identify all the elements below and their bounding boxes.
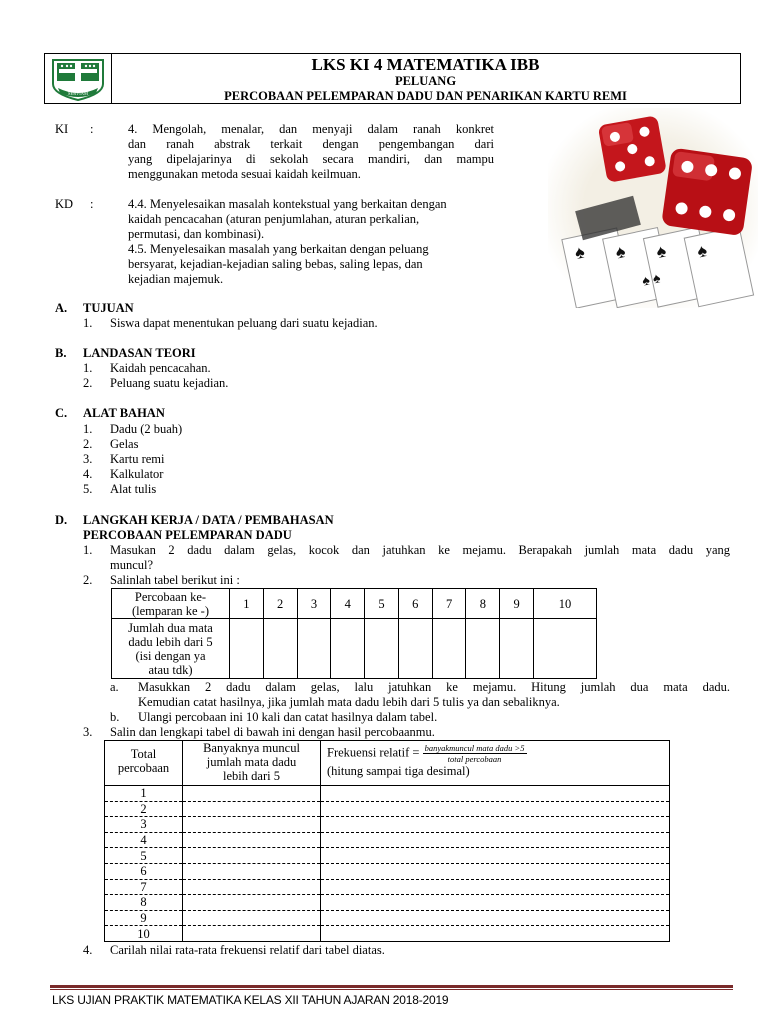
ki-line-1: 4. Mengolah, menalar, dan menyaji dalam ranah konkret: [128, 122, 494, 136]
svg-text:♠: ♠: [654, 240, 668, 263]
empty-cell[interactable]: [230, 619, 264, 679]
empty-cell[interactable]: [331, 619, 365, 679]
step-3-text: Salin dan lengkapi tabel di bawah ini dengan hasil percobaanmu.: [110, 725, 435, 739]
sub-step-b-text: Ulangi percobaan ini 10 kali dan catat hasilnya dalam tabel.: [138, 710, 438, 724]
count-header: Banyaknya muncul jumlah mata dadu lebih dari 5: [183, 741, 321, 786]
list-item: Alat tulis: [110, 482, 157, 496]
list-item-number: 1.: [83, 316, 93, 330]
row-number: 4: [105, 832, 183, 848]
trial-column-header: 10: [534, 589, 597, 619]
empty-cell[interactable]: [398, 619, 432, 679]
empty-cell[interactable]: [321, 863, 670, 879]
empty-cell[interactable]: [500, 619, 534, 679]
svg-text:♠: ♠: [695, 239, 709, 262]
section-c-letter: C.: [55, 406, 68, 420]
trial-column-header: 1: [230, 589, 264, 619]
section-d-letter: D.: [55, 513, 68, 527]
page-title: LKS KI 4 MATEMATIKA IBB: [311, 55, 540, 74]
formula-numerator: banyakmuncul mata dadu >5: [424, 743, 525, 753]
kd-line-5: bersyarat, kejadian-kejadian saling bebas, saling lepas, dan: [128, 257, 423, 271]
row-number: 10: [105, 926, 183, 942]
empty-cell[interactable]: [321, 848, 670, 864]
trial-column-header: 4: [331, 589, 365, 619]
svg-text:♠: ♠: [613, 240, 628, 263]
logo-motto: SERVIAM: [68, 91, 88, 96]
footer-divider-thin: [50, 989, 733, 990]
empty-cell[interactable]: [534, 619, 597, 679]
school-logo-cell: [45, 54, 112, 103]
row-number: 1: [105, 786, 183, 802]
list-item-number: 1.: [83, 422, 93, 436]
empty-cell[interactable]: [321, 817, 670, 833]
kd-line-2: kaidah pencacahan (aturan penjumlahan, aturan perkalian,: [128, 212, 420, 226]
empty-cell[interactable]: [183, 801, 321, 817]
kd-line-4: 4.5. Menyelesaikan masalah yang berkaitan dengan peluang: [128, 242, 429, 256]
sub-step-a-text: Masukkan 2 dadu dalam gelas, lalu jatuhkan ke mejamu. Hitung jumlah dua mata dadu.: [138, 680, 730, 694]
empty-cell[interactable]: [183, 879, 321, 895]
step-number: 1.: [83, 543, 93, 557]
trial-column-header: 9: [500, 589, 534, 619]
page-subtitle-topic: PERCOBAAN PELEMPARAN DADU DAN PENARIKAN KARTU REMI: [224, 89, 627, 103]
section-a-letter: A.: [55, 301, 68, 315]
ki-line-3: yang dipelajarinya di sekolah secara mandiri, dan mampu: [128, 152, 494, 166]
step-2-text: Salinlah tabel berikut ini :: [110, 573, 240, 587]
trial-column-header: 3: [297, 589, 331, 619]
row-number: 5: [105, 848, 183, 864]
step-4-text: Carilah nilai rata-rata frekuensi relatif dari tabel diatas.: [110, 943, 385, 957]
footer-divider: [50, 985, 733, 988]
trial-table-header: Percobaan ke- (lemparan ke -): [112, 589, 230, 619]
sum-row-header: Jumlah dua mata dadu lebih dari 5 (isi dengan ya atau tdk): [112, 619, 230, 679]
trial-table: [111, 588, 597, 679]
empty-cell[interactable]: [321, 910, 670, 926]
list-item-number: 2.: [83, 437, 93, 451]
empty-cell[interactable]: [365, 619, 399, 679]
trial-column-header: 6: [398, 589, 432, 619]
row-number: 2: [105, 801, 183, 817]
empty-cell[interactable]: [183, 863, 321, 879]
empty-cell[interactable]: [183, 895, 321, 911]
row-number: 6: [105, 863, 183, 879]
ki-label: KI: [55, 122, 69, 136]
list-item: Peluang suatu kejadian.: [110, 376, 229, 390]
list-item-number: 1.: [83, 361, 93, 375]
empty-cell[interactable]: [432, 619, 466, 679]
page-subtitle: PELUANG: [394, 74, 457, 88]
trial-column-header: 7: [432, 589, 466, 619]
empty-cell[interactable]: [183, 926, 321, 942]
frequency-table: [104, 740, 670, 942]
dice-and-cards-image: [548, 108, 758, 308]
empty-cell[interactable]: [321, 801, 670, 817]
empty-cell[interactable]: [297, 619, 331, 679]
ki-line-2: dan ranah abstrak terkait dengan pengembangan dari: [128, 137, 494, 151]
row-number: 9: [105, 910, 183, 926]
empty-cell[interactable]: [321, 879, 670, 895]
empty-cell[interactable]: [183, 910, 321, 926]
formula-denominator: total percobaan: [447, 754, 502, 764]
step-1-text-cont: muncul?: [110, 558, 154, 572]
list-item: Dadu (2 buah): [110, 422, 183, 436]
step-1-text: Masukan 2 dadu dalam gelas, kocok dan jatuhkan ke mejamu. Berapakah jumlah mata dadu yang: [110, 543, 730, 557]
list-item: Gelas: [110, 437, 139, 451]
svg-text:♠: ♠: [572, 241, 587, 264]
kd-label: KD: [55, 197, 74, 211]
empty-cell[interactable]: [263, 619, 297, 679]
list-item-number: 5.: [83, 482, 93, 496]
row-number: 8: [105, 895, 183, 911]
list-item: Kaidah pencacahan.: [110, 361, 211, 375]
sub-step-a-text-cont: Kemudian catat hasilnya, jika jumlah mata dadu lebih dari 5 tulis ya dan sebaliknya.: [138, 695, 560, 709]
list-item: Siswa dapat menentukan peluang dari suatu kejadian.: [110, 316, 378, 330]
section-a-title: TUJUAN: [83, 301, 134, 315]
ki-colon: :: [90, 122, 94, 136]
section-c-title: ALAT BAHAN: [83, 406, 165, 420]
empty-cell[interactable]: [183, 848, 321, 864]
document-header: [44, 53, 741, 104]
empty-cell[interactable]: [183, 832, 321, 848]
empty-cell[interactable]: [466, 619, 500, 679]
empty-cell[interactable]: [321, 926, 670, 942]
list-item: Kartu remi: [110, 452, 165, 466]
section-b-title: LANDASAN TEORI: [83, 346, 196, 360]
trial-column-header: 8: [466, 589, 500, 619]
svg-text:♠ ♠: ♠ ♠: [640, 271, 663, 290]
list-item-number: 3.: [83, 452, 93, 466]
empty-cell[interactable]: [321, 786, 670, 802]
footer-text: LKS UJIAN PRAKTIK MATEMATIKA KELAS XII TAHUN AJARAN 2018-2019: [52, 993, 449, 1007]
empty-cell[interactable]: [183, 817, 321, 833]
kd-line-6: kejadian majemuk.: [128, 272, 224, 286]
list-item: Kalkulator: [110, 467, 164, 481]
list-item-number: 2.: [83, 376, 93, 390]
relative-frequency-header: Frekuensi relatif = banyakmuncul mata dadu >5 total percobaan (hitung sampai tiga desimal): [321, 741, 670, 786]
step-number: 4.: [83, 943, 93, 957]
empty-cell[interactable]: [321, 832, 670, 848]
list-item-number: 4.: [83, 467, 93, 481]
step-number: 3.: [83, 725, 93, 739]
empty-cell[interactable]: [183, 786, 321, 802]
kd-line-3: permutasi, dan kombinasi).: [128, 227, 265, 241]
row-number: 3: [105, 817, 183, 833]
trial-column-header: 2: [263, 589, 297, 619]
trial-column-header: 5: [365, 589, 399, 619]
sub-step-label: b.: [110, 710, 120, 724]
school-logo: [45, 54, 111, 103]
step-number: 2.: [83, 573, 93, 587]
sub-step-label: a.: [110, 680, 119, 694]
row-number: 7: [105, 879, 183, 895]
section-d-subtitle: PERCOBAAN PELEMPARAN DADU: [83, 528, 292, 542]
ki-line-4: menggunakan metoda sesuai kaidah keilmuan.: [128, 167, 361, 181]
section-b-letter: B.: [55, 346, 67, 360]
kd-colon: :: [90, 197, 94, 211]
empty-cell[interactable]: [321, 895, 670, 911]
total-trials-header: Total percobaan: [105, 741, 183, 786]
section-d-title: LANGKAH KERJA / DATA / PEMBAHASAN: [83, 513, 334, 527]
kd-line-1: 4.4. Menyelesaikan masalah kontekstual yang berkaitan dengan: [128, 197, 447, 211]
